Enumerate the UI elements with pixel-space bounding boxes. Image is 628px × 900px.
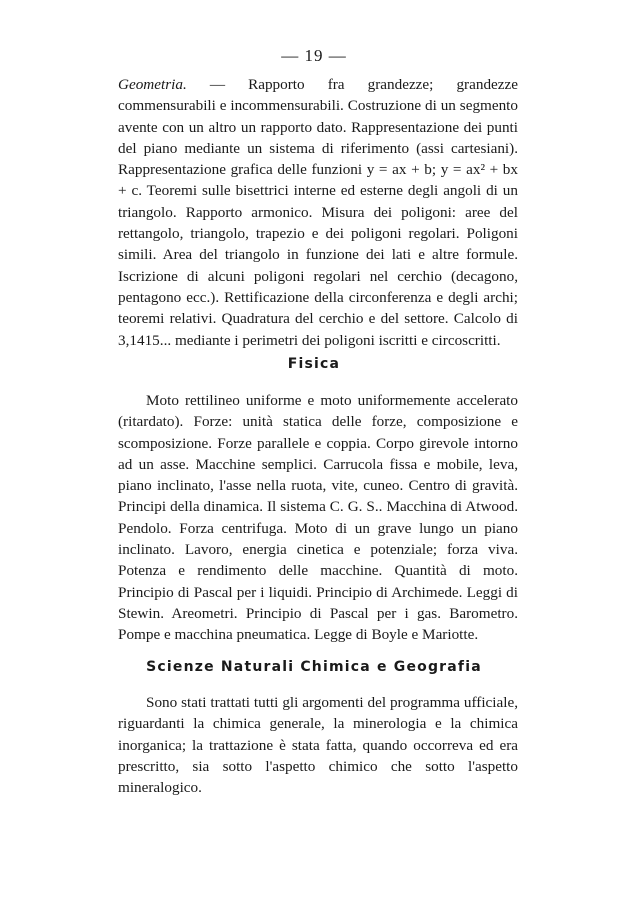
fisica-heading: Fisica <box>287 356 341 372</box>
page-number: — 19 — <box>281 46 347 65</box>
scienze-paragraph: Sono stati trattati tutti gli argomenti del programma ufficiale, riguardanti la chimica generale, la minerologia e la chimica inorganica; la trattazione è stata fatta, quando occorreva ed era prescritto, sia sotto l'aspetto chimico che sotto l'aspetto mineralogico. <box>118 694 518 797</box>
geometria-lead: Geometria. <box>118 76 187 93</box>
geometria-text: — Rapporto fra grandezze; grandezze commensurabili e incommensurabili. Costruzione di un segmento avente con un altro un rapporto dato. Rappresentazione dei punti del piano mediante un sistema di riferimento (assi cartesiani). Rappresentazione grafica delle funzioni y = ax + b; y = ax² + bx + c. Teoremi sulle bisettrici interne ed esterne degli angoli di un triangolo. Rapporto armonico. Misura dei poligoni: aree del rettangolo, triangolo, trapezio e dei poligoni regolari. Poligoni simili. Area del triangolo in funzione dei lati e altre formule. Iscrizione di alcuni poligoni regolari nel cerchio (decagono, pentagono ecc.). Rettificazione della circonferenza e degli archi; teoremi relativi. Quadratura del cerchio e del settore. Calcolo di 3,1415... mediante i perimetri dei poligoni iscritti e circoscritti. <box>118 76 518 349</box>
geometria-paragraph <box>118 74 518 351</box>
scienze-heading: Scienze Naturali Chimica e Geografia <box>146 659 482 675</box>
fisica-paragraph: Moto rettilineo uniforme e moto uniformemente accelerato (ritardato). Forze: unità statica delle forze, composizione e scomposizione. Forze parallele e coppia. Corpo girevole intorno ad un asse. Macchine semplici. Carrucola fissa e mobile, leva, piano inclinato, l'asse nella ruota, vite, cuneo. Centro di gravità. Principi della dinamica. Il sistema C. G. S.. Macchina di Atwood. Pendolo. Forza centrifuga. Moto di un grave lungo un piano inclinato. Lavoro, energia cinetica e potenziale; forza viva. Potenza e rendimento delle macchine. Quantità di moto. Principio di Pascal per i liquidi. Principio di Archimede. Leggi di Stewin. Areometri. Principio di Pascal per i gas. Barometro. Pompe e macchina pneumatica. Legge di Boyle e Mariotte. <box>118 392 518 644</box>
